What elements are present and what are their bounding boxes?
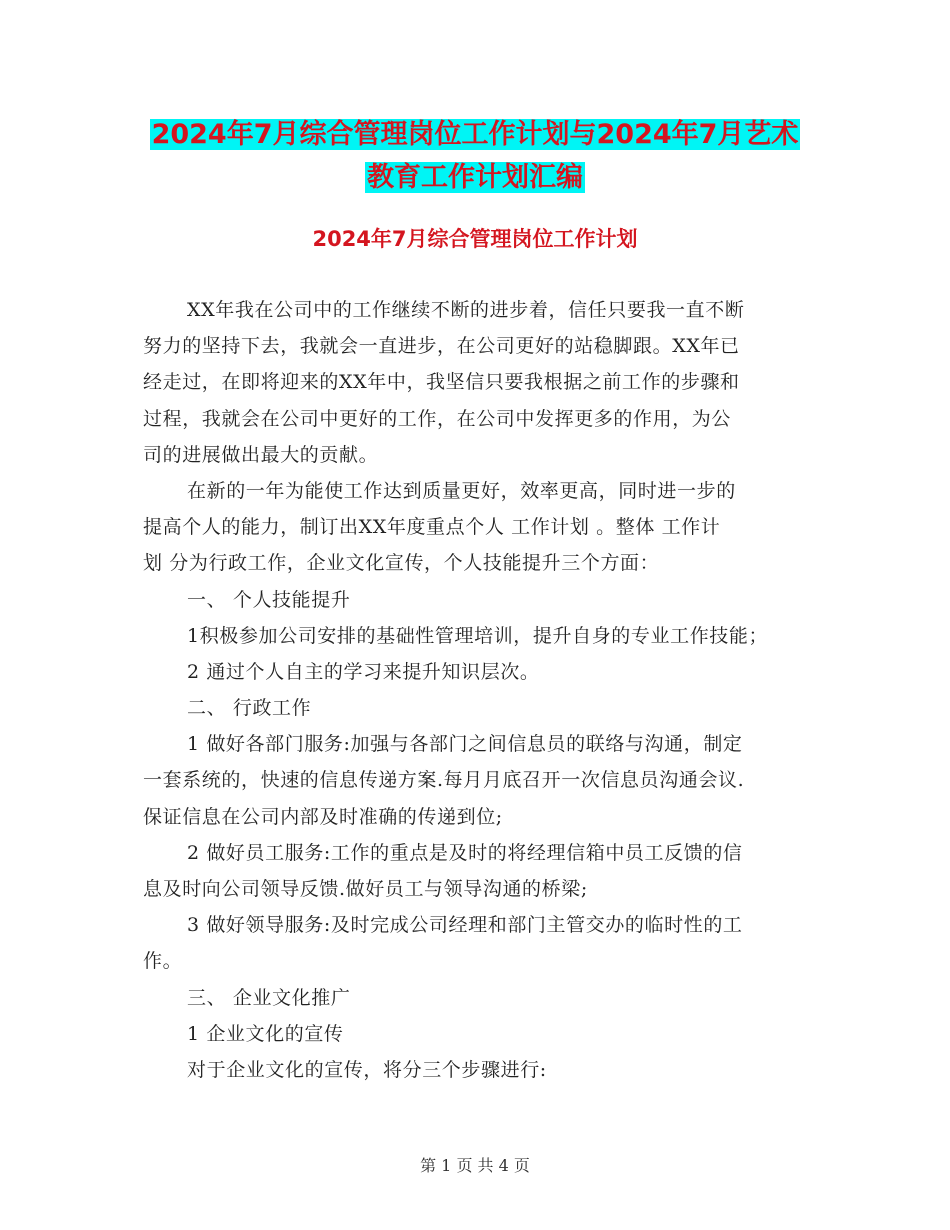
section-title: 2024年7月综合管理岗位工作计划 bbox=[312, 227, 638, 251]
text-line: XX年我在公司中的工作继续不断的进步着，信任只要我一直不断 bbox=[187, 299, 745, 321]
text-line: 提高个人的能力，制订出XX年度重点个人 工作计划 。整体 工作计 bbox=[143, 516, 721, 539]
body-text bbox=[143, 292, 823, 1088]
text-line: 1积极参加公司安排的基础性管理培训，提升自身的专业工作技能； bbox=[187, 624, 769, 647]
text-line: 划 分为行政工作，企业文化宣传，个人技能提升三个方面： bbox=[143, 552, 660, 575]
text-line: 司的进展做出最大的贡献。 bbox=[143, 443, 379, 466]
title-highlight: 教育工作计划汇编 bbox=[367, 162, 583, 193]
text-line: 保证信息在公司内部及时准确的传递到位; bbox=[143, 805, 503, 828]
text-line: 3 做好领导服务:及时完成公司经理和部门主管交办的临时性的工 bbox=[187, 914, 743, 937]
text-line: 过程，我就会在公司中更好的工作，在公司中发挥更多的作用，为公 bbox=[143, 407, 732, 430]
text-line: 经走过，在即将迎来的XX年中，我坚信只要我根据之前工作的步骤和 bbox=[143, 371, 740, 394]
text-line: 息及时向公司领导反馈.做好员工与领导沟通的桥梁; bbox=[143, 878, 588, 900]
text-line: 在新的一年为能使工作达到质量更好，效率更高，同时进一步的 bbox=[187, 479, 736, 502]
text-line: 1 企业文化的宣传 bbox=[187, 1022, 344, 1045]
heading-line: 二、 行政工作 bbox=[187, 697, 312, 720]
title-highlight: 2024年7月综合管理岗位工作计划与2024年7月艺术 bbox=[151, 119, 799, 150]
document-title-line-2 bbox=[0, 155, 950, 194]
text-line: 1 做好各部门服务:加强与各部门之间信息员的联络与沟通，制定 bbox=[187, 733, 743, 756]
text-line: 一套系统的，快速的信息传递方案.每月月底召开一次信息员沟通会议. bbox=[143, 769, 745, 792]
page-footer: 第 1 页 共 4 页 bbox=[420, 1156, 530, 1175]
text-line: 努力的坚持下去，我就会一直进步，在公司更好的站稳脚跟。XX年已 bbox=[143, 335, 740, 358]
text-line: 2 通过个人自主的学习来提升知识层次。 bbox=[187, 660, 540, 683]
text-line: 作。 bbox=[143, 950, 183, 973]
heading-line: 一、 个人技能提升 bbox=[187, 588, 351, 611]
text-line: 对于企业文化的宣传，将分三个步骤进行: bbox=[187, 1058, 547, 1081]
document-title-line-1 bbox=[0, 112, 950, 151]
heading-line: 三、 企业文化推广 bbox=[187, 986, 351, 1009]
text-line: 2 做好员工服务:工作的重点是及时的将经理信箱中员工反馈的信 bbox=[187, 841, 743, 864]
